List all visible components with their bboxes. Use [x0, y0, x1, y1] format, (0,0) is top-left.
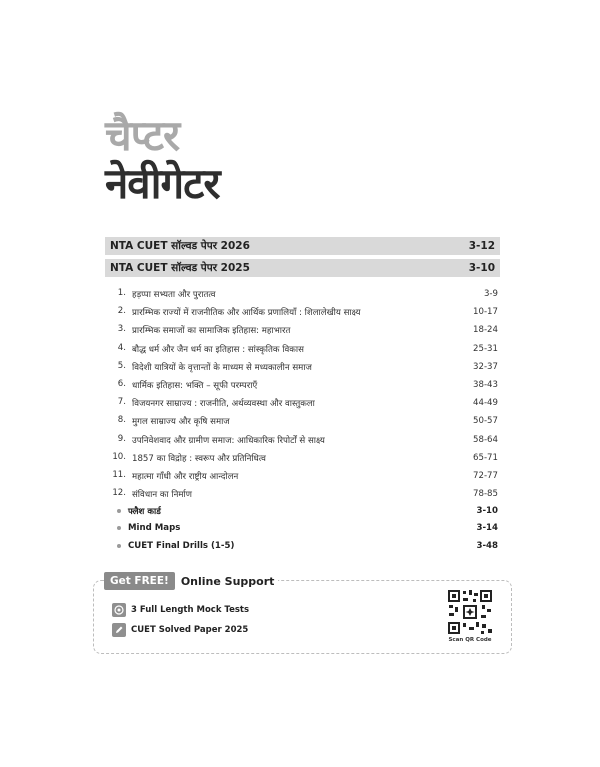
- feature-label: 3 Full Length Mock Tests: [131, 605, 250, 615]
- extra-title: फ्लैश कार्ड: [128, 506, 161, 517]
- chapter-pages: 58-64: [473, 434, 498, 445]
- chapter-row[interactable]: [112, 394, 498, 412]
- chapter-number: 10.: [112, 451, 126, 462]
- pencil-icon: [112, 623, 126, 637]
- chapter-pages: 78-85: [473, 489, 498, 500]
- bullet-icon: [117, 526, 121, 530]
- chapter-number: 4.: [117, 342, 126, 353]
- chapter-pages: 3-9: [483, 289, 498, 300]
- chapter-row[interactable]: [112, 376, 498, 394]
- extra-title: CUET Final Drills (1-5): [128, 540, 235, 551]
- chapter-pages: 50-57: [473, 416, 498, 427]
- chapter-number: 2.: [117, 306, 126, 317]
- chapter-title: उपनिवेशवाद और ग्रामीण समाज: आधिकारिक रिपोर्टों से साक्ष्य: [132, 435, 325, 446]
- target-icon: [112, 603, 126, 617]
- extra-row-final-drills[interactable]: [117, 537, 498, 555]
- solved-paper-pages: 3-12: [468, 240, 495, 252]
- chapter-row[interactable]: [112, 321, 498, 339]
- bullet-icon: [117, 509, 121, 513]
- chapter-pages: 10-17: [473, 307, 498, 318]
- chapter-number: 9.: [117, 433, 126, 444]
- solved-paper-2025-row[interactable]: [105, 259, 500, 277]
- chapter-row[interactable]: [112, 449, 498, 467]
- chapter-pages: 25-31: [473, 343, 498, 354]
- chapter-row[interactable]: [112, 303, 498, 321]
- chapter-pages: 44-49: [473, 398, 498, 409]
- online-support-header: [104, 572, 278, 590]
- chapter-pages: 32-37: [473, 361, 498, 372]
- chapter-title: हड़प्पा सभ्यता और पुरातत्व: [132, 290, 216, 301]
- chapter-row[interactable]: [112, 285, 498, 303]
- get-free-badge: Get FREE!: [104, 572, 175, 590]
- solved-paper-label: NTA CUET सॉल्वड पेपर 2026: [110, 240, 250, 252]
- chapter-title: विजयनगर साम्राज्य : राजनीति, अर्थव्यवस्था और वास्तुकला: [132, 399, 315, 410]
- chapter-row[interactable]: [112, 431, 498, 449]
- bullet-icon: [117, 544, 121, 548]
- chapter-number: 11.: [112, 469, 126, 480]
- chapter-number: 8.: [117, 415, 126, 426]
- chapter-row[interactable]: [112, 412, 498, 430]
- feature-label: CUET Solved Paper 2025: [131, 625, 249, 635]
- solved-paper-feature[interactable]: [112, 623, 248, 637]
- chapter-navigator-title-line2: नेवीगेटर: [105, 159, 220, 208]
- extra-pages: 3-48: [476, 540, 498, 551]
- chapter-title: 1857 का विद्रोह : स्वरूप और प्रतिनिधित्व: [132, 453, 266, 464]
- extra-pages: 3-10: [476, 505, 498, 516]
- solved-paper-label: NTA CUET सॉल्वड पेपर 2025: [110, 262, 250, 274]
- chapter-number: 5.: [117, 360, 126, 371]
- chapter-pages: 18-24: [473, 325, 498, 336]
- chapter-row[interactable]: [112, 358, 498, 376]
- chapter-navigator-title-line1: चैप्टर: [105, 111, 180, 160]
- chapter-number: 6.: [117, 379, 126, 390]
- extra-pages: 3-14: [476, 523, 498, 534]
- chapter-title: महात्मा गाँधी और राष्ट्रीय आन्दोलन: [132, 471, 239, 482]
- chapter-number: 12.: [112, 488, 126, 499]
- solved-paper-pages: 3-10: [468, 262, 495, 274]
- chapter-title: संविधान का निर्माण: [132, 490, 192, 501]
- chapter-row[interactable]: [112, 467, 498, 485]
- chapter-number: 7.: [117, 397, 126, 408]
- chapter-number: 1.: [117, 288, 126, 299]
- chapter-title: बौद्ध धर्म और जैन धर्म का इतिहास : सांस्कृतिक विकास: [132, 344, 304, 355]
- extra-row-mind-maps[interactable]: [117, 520, 498, 538]
- chapter-title: धार्मिक इतिहास: भक्ति – सूफी परम्पराएँ: [132, 381, 258, 392]
- online-support-heading: Online Support: [180, 574, 275, 588]
- chapter-pages: 38-43: [473, 380, 498, 391]
- solved-paper-2026-row[interactable]: [105, 237, 500, 255]
- mock-tests-feature[interactable]: [112, 603, 249, 617]
- chapter-pages: 65-71: [473, 452, 498, 463]
- extra-row-flash-cards[interactable]: [117, 502, 498, 520]
- extras-list: [117, 502, 498, 555]
- chapter-row[interactable]: [112, 485, 498, 503]
- extra-title: Mind Maps: [128, 523, 181, 534]
- chapter-title: प्रारम्भिक राज्यों में राजनीतिक और आर्थिक प्रणालियाँ : शिलालेखीय साक्ष्य: [132, 308, 361, 319]
- chapter-title: विदेशी यात्रियों के वृत्तान्तों के माध्यम से मध्यकालीन समाज: [132, 362, 312, 373]
- qr-code-icon[interactable]: [447, 589, 493, 635]
- chapter-row[interactable]: [112, 340, 498, 358]
- chapter-title: प्रारम्भिक समाजों का सामाजिक इतिहास: महाभारत: [132, 326, 291, 337]
- chapter-list: [112, 285, 498, 503]
- qr-caption: Scan QR Code: [448, 637, 492, 643]
- chapter-title: मुगल साम्राज्य और कृषि समाज: [132, 417, 230, 428]
- chapter-number: 3.: [117, 324, 126, 335]
- chapter-pages: 72-77: [473, 470, 498, 481]
